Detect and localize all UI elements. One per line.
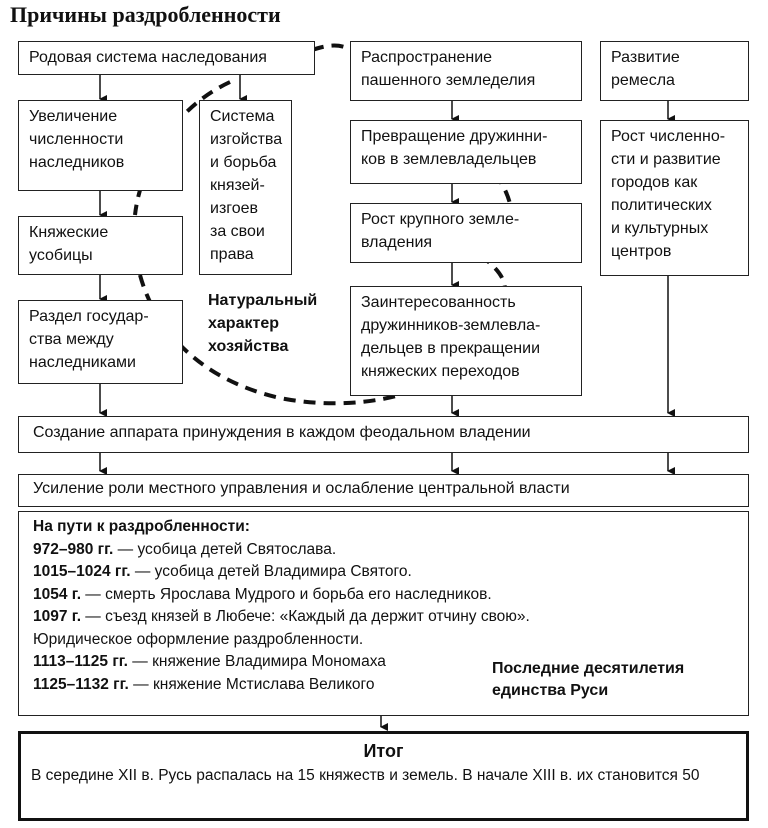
text-line: центров <box>611 243 672 260</box>
entry-text: — усобица детей Владимира Святого. <box>130 563 412 580</box>
text-line: Княжеские <box>29 224 109 241</box>
text-line: ков в землевладельцев <box>361 151 537 168</box>
history-entry <box>33 539 734 562</box>
box-usilenie-mestnogo <box>18 474 749 507</box>
text-line: и культурных <box>611 220 709 237</box>
box-zainteresovannost <box>350 286 582 396</box>
box-razvitie-remesla <box>600 41 749 101</box>
result-box <box>18 731 749 821</box>
box-prevraschenie-druzhinnikov <box>350 120 582 184</box>
text-line: князей- <box>210 177 265 194</box>
text-line: хозяйства <box>208 338 289 355</box>
history-entry <box>33 606 734 629</box>
text-line: Рост численно- <box>611 128 726 145</box>
box-rost-gorodov <box>600 120 749 276</box>
text-line: единства Руси <box>492 682 609 699</box>
text-line: численности <box>29 131 124 148</box>
text-line: владения <box>361 234 433 251</box>
entry-text: — смерть Ярослава Мудрого и борьба его наследников. <box>81 585 492 603</box>
text-line: усобицы <box>29 247 93 264</box>
legal-note: Юридическое оформление раздробленности. <box>33 630 364 648</box>
text-line: Рост крупного земле- <box>361 211 520 228</box>
text-line: сти и развитие <box>611 151 721 168</box>
box-razdel-gosudarstva <box>18 300 183 384</box>
history-heading: На пути к раздробленности: <box>33 518 250 535</box>
result-title: Итог <box>363 741 404 761</box>
text-line: и борьба <box>210 154 277 171</box>
box-label: Создание аппарата принуждения в каждом феодальном владении <box>33 424 531 441</box>
text-line: права <box>210 246 254 263</box>
box-label: Усиление роли местного управления и ослабление центральной власти <box>33 480 570 497</box>
text-line: пашенного земледелия <box>361 72 536 89</box>
entry-date: 1097 г. <box>33 608 81 625</box>
natural-economy-label <box>208 289 317 358</box>
box-rodovaya-sistema <box>18 41 315 75</box>
box-sistema-izgoistva <box>199 100 292 275</box>
entry-text: — княжение Владимира Мономаха <box>128 653 386 670</box>
entry-text: — княжение Мстислава Великого <box>128 675 375 693</box>
text-line: дружинников-землевла- <box>361 317 541 334</box>
result-text: В середине XII в. Русь распалась на 15 княжеств и земель. В начале XIII в. их становится 50 <box>31 767 700 784</box>
entry-date: 1113–1125 гг. <box>33 653 128 670</box>
text-line: городов как <box>611 174 698 191</box>
box-knyazheskie-usobitsy <box>18 216 183 275</box>
box-apparat-prinuzhdeniya <box>18 416 749 453</box>
text-line: политических <box>611 197 712 214</box>
box-pashennoe-zemledelie <box>350 41 582 101</box>
text-line: Заинтересованность <box>361 294 516 311</box>
text-line: изгоев <box>210 200 259 217</box>
text-line: Увеличение <box>29 108 118 125</box>
box-uvelichenie <box>18 100 183 191</box>
entry-date: 1015–1024 гг. <box>33 563 131 580</box>
text-line: наследников <box>29 154 125 171</box>
text-line: дельцев в прекращении <box>361 340 540 357</box>
text-line: наследниками <box>29 354 136 371</box>
text-line: Раздел государ- <box>29 308 149 325</box>
text-line: ства между <box>29 331 114 348</box>
text-line: изгойства <box>210 131 283 148</box>
page-title: Причины раздробленности <box>10 2 281 27</box>
text-line: Натуральный <box>208 292 318 309</box>
box-rost-zemlevladeniya <box>350 203 582 263</box>
text-line: характер <box>208 315 279 332</box>
text-line: Развитие <box>611 49 680 66</box>
text-line: ремесла <box>611 72 675 89</box>
text-line: Распространение <box>361 49 493 66</box>
text-line: Превращение дружинни- <box>361 128 548 145</box>
entry-text: — съезд князей в Любече: «Каждый да держит отчину свою». <box>81 608 530 625</box>
entry-date: 972–980 гг. <box>33 540 114 558</box>
text-line: княжеских переходов <box>361 363 520 380</box>
history-entry <box>33 561 734 584</box>
bracket-label <box>492 658 684 702</box>
history-entry <box>33 584 734 607</box>
entry-date: 1054 г. <box>33 585 81 603</box>
text-line: Система <box>210 108 275 125</box>
entry-text: — усобица детей Святослава. <box>113 540 337 558</box>
entry-date: 1125–1132 гг. <box>33 675 129 693</box>
text-line: Последние десятилетия <box>492 660 685 677</box>
text-line: за свои <box>210 223 265 240</box>
box-label: Родовая система наследования <box>29 49 267 66</box>
